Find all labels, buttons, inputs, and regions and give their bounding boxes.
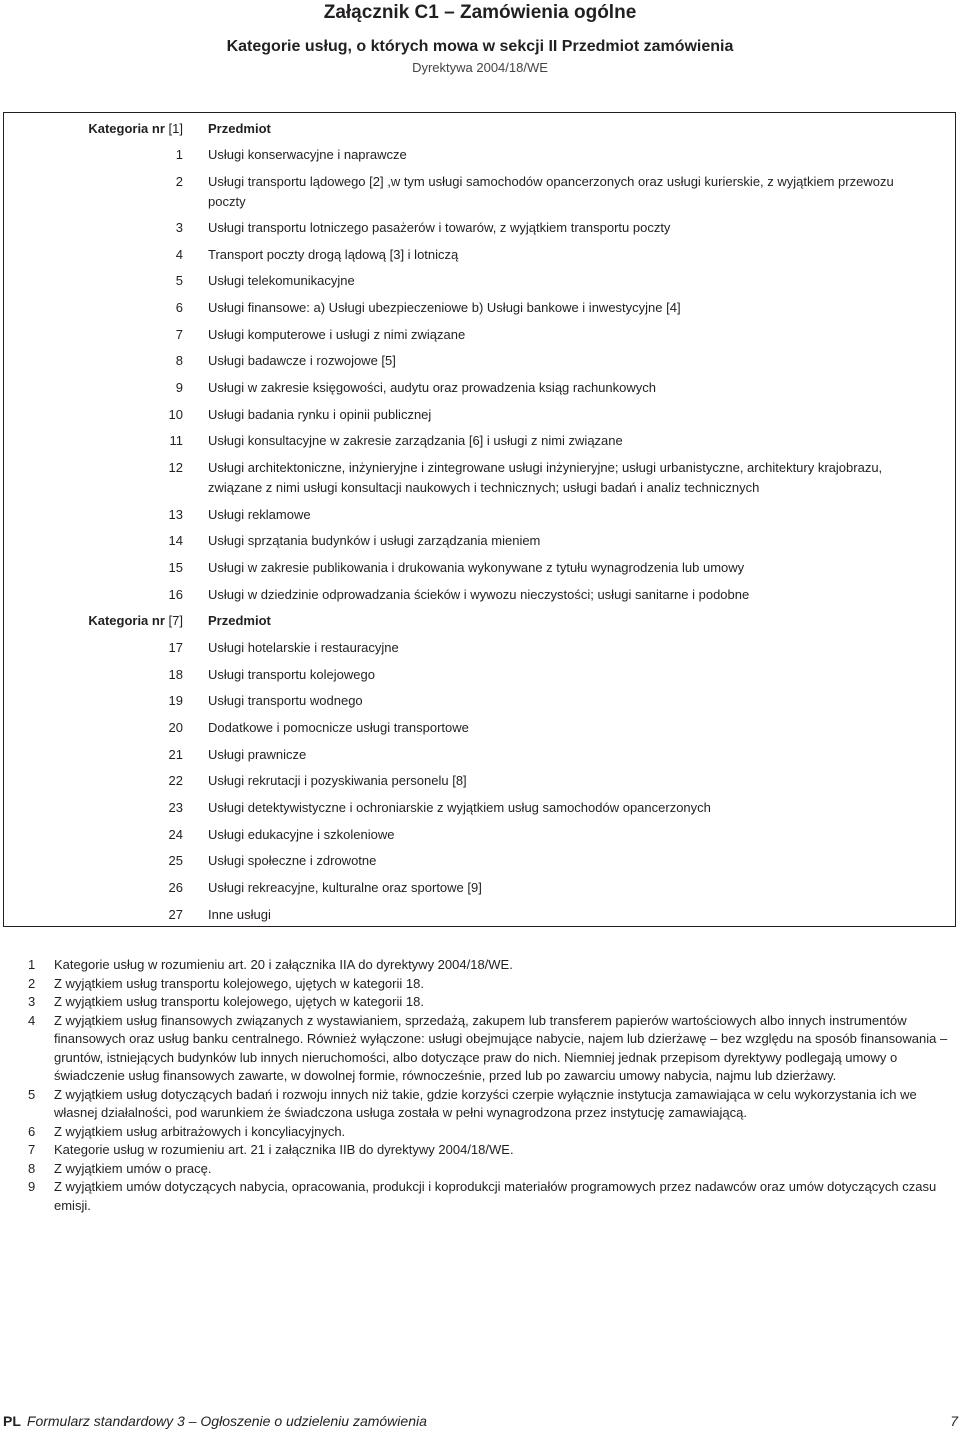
categories-table bbox=[3, 112, 956, 927]
footnote-number: 4 bbox=[28, 1012, 36, 1028]
category-subject: Usługi w dziedzinie odprowadzania ścieków i wywozu nieczystości; usługi sanitarne i podobne bbox=[208, 587, 750, 602]
category-number: 17 bbox=[168, 640, 183, 655]
category-number: 10 bbox=[168, 407, 183, 422]
footnote-text: Z wyjątkiem usług finansowych związanych z wystawianiem, sprzedażą, zakupem lub transferem papierów wartościowych albo innych instrumentów finansowych oraz usług banku centralnego. Również wyłączone: usługi obejmujące nabycie, najem lub dzierżawę – bez względu na sposób finansowania – gruntów, istniejących budynków lub innych nieruchomości, albo dotyczące praw do nich. Niemniej jednak przepisom dyrektywy podlegają umowy o świadczenie usług finansowych zawarte, w dowolnej formie, równocześnie, przed lub po zawarciu umowy nabycia, najmu lub dzierżawy. bbox=[54, 1012, 948, 1083]
footnote-number: 2 bbox=[28, 975, 36, 991]
category-subject: Usługi badania rynku i opinii publicznej bbox=[208, 407, 432, 422]
footnote-text: Z wyjątkiem usług arbitrażowych i koncyliacyjnych. bbox=[54, 1123, 346, 1139]
footnote bbox=[0, 1123, 960, 1142]
footnote-number: 9 bbox=[28, 1179, 36, 1194]
subject-header: Przedmiot bbox=[208, 613, 271, 628]
category-number: 4 bbox=[175, 247, 183, 262]
footnote-number: 8 bbox=[28, 1160, 36, 1176]
category-number: 22 bbox=[168, 773, 183, 788]
category-number: 2 bbox=[175, 174, 183, 189]
category-subject: Usługi architektoniczne, inżynieryjne i zintegrowane usługi inżynieryjne; usługi urbanistyczne, architektury krajobrazu, związane z nimi usługi konsultacji naukowych i technicznych; usługi badań i analiz technicznych bbox=[208, 460, 883, 495]
category-subject: Usługi społeczne i zdrowotne bbox=[208, 853, 377, 868]
category-subject: Usługi konsultacyjne w zakresie zarządzania [6] i usługi z nimi związane bbox=[208, 433, 623, 448]
category-subject: Inne usługi bbox=[208, 907, 271, 922]
footnote-text: Z wyjątkiem usług dotyczących badań i rozwoju innych niż takie, gdzie korzyści czerpie wyłącznie instytucja zamawiająca w celu wykorzystania ich we własnej działalności, pod warunkiem że świadczona usługa została w pełni wynagrodzona przez instytucję zamawiającą. bbox=[54, 1086, 917, 1120]
footnote-number: 3 bbox=[28, 994, 36, 1009]
category-number: 19 bbox=[168, 693, 183, 708]
category-subject: Usługi badawcze i rozwojowe [5] bbox=[208, 353, 396, 368]
category-number: 27 bbox=[168, 907, 183, 922]
footnote bbox=[0, 1178, 960, 1215]
footnote-text: Z wyjątkiem usług transportu kolejowego, ujętych w kategorii 18. bbox=[54, 975, 424, 991]
category-number: 14 bbox=[168, 533, 183, 548]
category-number: 23 bbox=[168, 800, 183, 815]
footnote-number: 7 bbox=[28, 1142, 36, 1157]
category-number: 21 bbox=[168, 747, 183, 762]
footnote bbox=[0, 1141, 960, 1160]
category-subject: Usługi rekrutacji i pozyskiwania personelu [8] bbox=[208, 773, 467, 788]
category-number-header: Kategoria nr bbox=[88, 121, 165, 136]
category-number: 12 bbox=[168, 460, 183, 475]
footnote-text: Z wyjątkiem usług transportu kolejowego, ujętych w kategorii 18. bbox=[54, 994, 424, 1009]
category-number: 25 bbox=[168, 853, 183, 868]
category-number: 20 bbox=[168, 720, 183, 735]
footnote bbox=[0, 1086, 960, 1123]
footnote bbox=[0, 956, 960, 975]
category-subject: Usługi transportu lotniczego pasażerów i towarów, z wyjątkiem transportu poczty bbox=[208, 220, 671, 235]
category-number: 18 bbox=[168, 667, 183, 682]
page-subtitle: Kategorie usług, o których mowa w sekcji II Przedmiot zamówienia bbox=[226, 38, 734, 55]
category-number: 1 bbox=[175, 147, 183, 162]
category-subject: Usługi prawnicze bbox=[208, 747, 307, 762]
category-number: 24 bbox=[168, 827, 183, 842]
footnote-number: 6 bbox=[28, 1123, 36, 1139]
footnote-number: 1 bbox=[28, 957, 36, 972]
category-subject: Usługi transportu lądowego [2] ,w tym usługi samochodów opancerzonych oraz usługi kurierskie, z wyjątkiem przewozu poczty bbox=[208, 174, 894, 209]
directive-reference: Dyrektywa 2004/18/WE bbox=[412, 60, 548, 75]
category-number: 26 bbox=[168, 880, 183, 895]
category-subject: Usługi konserwacyjne i naprawcze bbox=[208, 147, 407, 162]
category-subject: Usługi edukacyjne i szkoleniowe bbox=[208, 827, 395, 842]
category-header-ref: [7] bbox=[168, 613, 183, 628]
language-code: PL bbox=[3, 1413, 21, 1429]
category-subject: Usługi sprzątania budynków i usługi zarządzania mieniem bbox=[208, 533, 541, 548]
category-number: 9 bbox=[175, 380, 183, 395]
category-subject: Usługi reklamowe bbox=[208, 507, 311, 522]
subject-header: Przedmiot bbox=[208, 121, 271, 136]
category-number: 11 bbox=[169, 433, 183, 448]
category-subject: Usługi w zakresie publikowania i drukowania wykonywane z tytułu wynagrodzenia lub umowy bbox=[208, 560, 745, 575]
category-header-ref: [1] bbox=[168, 121, 183, 136]
category-number: 16 bbox=[168, 587, 183, 602]
page-number: 7 bbox=[950, 1413, 958, 1429]
footnotes bbox=[0, 956, 960, 1215]
category-subject: Usługi w zakresie księgowości, audytu oraz prowadzenia ksiąg rachunkowych bbox=[208, 380, 656, 395]
category-subject: Usługi transportu wodnego bbox=[208, 693, 363, 708]
footnote bbox=[0, 993, 960, 1012]
page-footer bbox=[3, 1412, 958, 1430]
page-title: Załącznik C1 – Zamówienia ogólne bbox=[323, 2, 637, 23]
category-subject: Usługi finansowe: a) Usługi ubezpieczeniowe b) Usługi bankowe i inwestycyjne [4] bbox=[208, 300, 681, 315]
category-number: 3 bbox=[175, 220, 183, 235]
footnote-text: Z wyjątkiem umów o pracę. bbox=[54, 1160, 212, 1176]
category-subject: Usługi transportu kolejowego bbox=[208, 667, 375, 682]
footnote-text: Kategorie usług w rozumieniu art. 21 i załącznika IIB do dyrektywy 2004/18/WE. bbox=[54, 1142, 514, 1157]
category-subject: Dodatkowe i pomocnicze usługi transportowe bbox=[208, 720, 469, 735]
category-subject: Usługi telekomunikacyjne bbox=[208, 273, 355, 288]
category-number: 7 bbox=[175, 327, 183, 342]
category-subject: Usługi hotelarskie i restauracyjne bbox=[208, 640, 399, 655]
category-subject: Usługi detektywistyczne i ochroniarskie z wyjątkiem usług samochodów opancerzonych bbox=[208, 800, 711, 815]
footnote bbox=[0, 975, 960, 994]
footnote-number: 5 bbox=[28, 1086, 36, 1102]
footnote-text: Kategorie usług w rozumieniu art. 20 i załącznika IIA do dyrektywy 2004/18/WE. bbox=[54, 957, 513, 972]
category-number-header: Kategoria nr bbox=[88, 613, 165, 628]
category-subject: Usługi rekreacyjne, kulturalne oraz sportowe [9] bbox=[208, 880, 482, 895]
category-number: 6 bbox=[175, 300, 183, 315]
category-number: 13 bbox=[168, 507, 183, 522]
category-number: 15 bbox=[168, 560, 183, 575]
footnote bbox=[0, 1160, 960, 1179]
footnote-text: Z wyjątkiem umów dotyczących nabycia, opracowania, produkcji i koprodukcji materiałów programowych przez nadawców oraz umów dotyczących czasu emisji. bbox=[54, 1179, 937, 1213]
category-subject: Transport poczty drogą lądową [3] i lotniczą bbox=[208, 247, 459, 262]
form-title: Formularz standardowy 3 – Ogłoszenie o udzieleniu zamówienia bbox=[26, 1413, 427, 1429]
category-subject: Usługi komputerowe i usługi z nimi związane bbox=[208, 327, 466, 342]
category-number: 5 bbox=[175, 273, 183, 288]
footnote bbox=[0, 1012, 960, 1086]
category-number: 8 bbox=[175, 353, 183, 368]
